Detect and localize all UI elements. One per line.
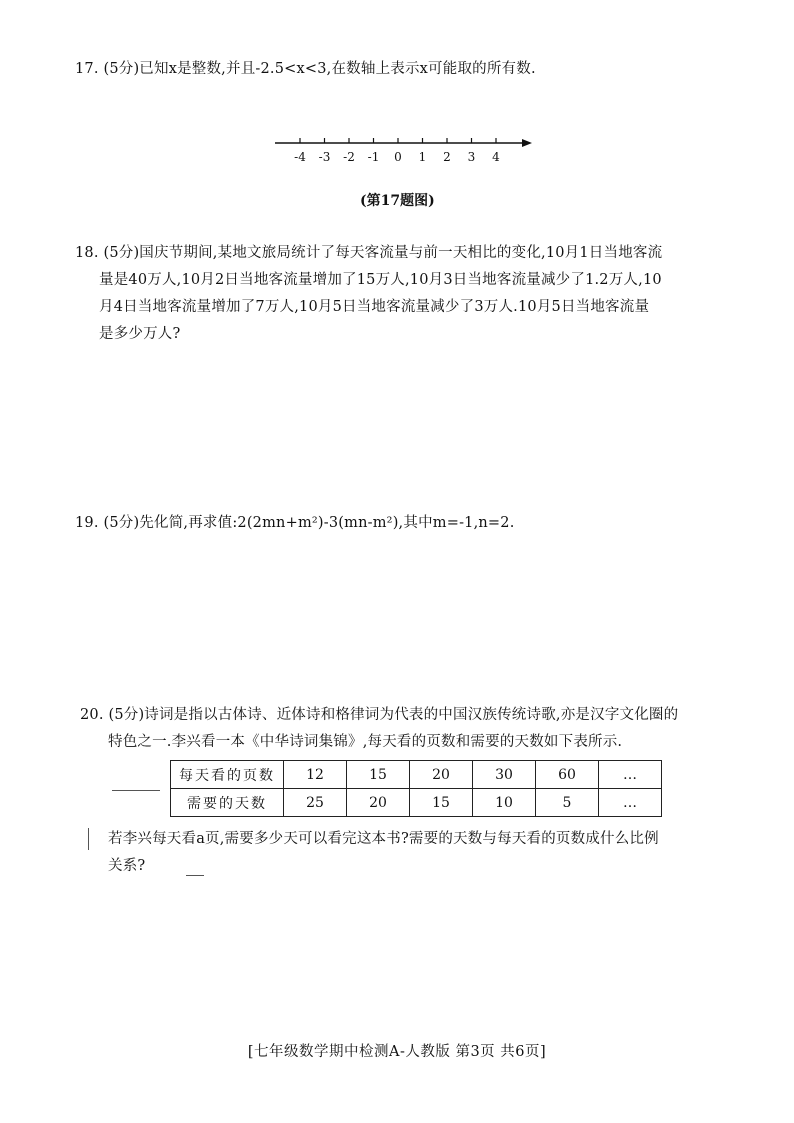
question-18-line-1: 18. (5分)国庆节期间,某地文旅局统计了每天客流量与前一天相比的变化,10月1日当地客流 [75, 245, 663, 261]
scan-mark [112, 790, 160, 791]
number-line-tick-label: -4 [294, 150, 306, 164]
number-line-arrow [522, 139, 532, 147]
question-19 [75, 510, 515, 537]
table-cell: 20 [347, 789, 410, 817]
reading-table [170, 760, 662, 817]
table-row-header: 每天看的页数 [171, 761, 284, 789]
table-cell: 5 [536, 789, 599, 817]
table-row [171, 789, 662, 817]
table-cell: … [599, 789, 662, 817]
table-cell: … [599, 761, 662, 789]
question-20-line-3: 若李兴每天看a页,需要多少天可以看完这本书?需要的天数与每天看的页数成什么比例 [108, 831, 659, 847]
number-line-tick-label: -2 [343, 150, 355, 164]
number-line-tick-label: 1 [418, 150, 427, 164]
question-20-line-4: 关系? [108, 858, 146, 874]
question-18-line-3: 月4日当地客流量增加了7万人,10月5日当地客流量减少了3万人.10月5日当地客流量 [99, 299, 650, 315]
question-20-continued [108, 826, 659, 880]
table-cell: 15 [410, 789, 473, 817]
number-line-tick-label: -1 [367, 150, 380, 164]
question-20 [80, 702, 678, 756]
number-line-tick-label: 3 [467, 150, 476, 164]
table-cell: 10 [473, 789, 536, 817]
page-footer: [七年级数学期中检测A-人教版 第3页 共6页] [247, 1044, 547, 1060]
number-line-tick-label: 0 [394, 150, 402, 164]
question-20-line-2: 特色之一.李兴看一本《中华诗词集锦》,每天看的页数和需要的天数如下表所示. [108, 734, 623, 750]
scan-mark [88, 828, 89, 850]
table-cell: 12 [284, 761, 347, 789]
number-line-tick-label: -3 [318, 150, 331, 164]
question-18 [75, 240, 662, 348]
table-cell: 30 [473, 761, 536, 789]
question-18-line-2: 量是40万人,10月2日当地客流量增加了15万人,10月3日当地客流量减少了1.2万人,10 [99, 272, 662, 288]
figure-caption: (第17题图) [360, 193, 435, 209]
question-17 [75, 56, 536, 83]
question-18-line-4: 是多少万人? [99, 326, 181, 342]
table-cell: 20 [410, 761, 473, 789]
table-cell: 25 [284, 789, 347, 817]
table-row-header: 需要的天数 [171, 789, 284, 817]
table-row [171, 761, 662, 789]
table-cell: 15 [347, 761, 410, 789]
question-17-text: 17. (5分)已知x是整数,并且-2.5<x<3,在数轴上表示x可能取的所有数. [75, 61, 536, 77]
table-cell: 60 [536, 761, 599, 789]
question-20-line-1: 20. (5分)诗词是指以古体诗、近体诗和格律词为代表的中国汉族传统诗歌,亦是汉字文化圈的 [80, 707, 679, 723]
number-line-tick-label: 4 [492, 150, 500, 164]
scan-mark [186, 875, 204, 876]
number-line-tick-label: 2 [443, 150, 451, 164]
number-line-ticks [294, 138, 500, 164]
question-19-text: 19. (5分)先化简,再求值:2(2mn+m²)-3(mn-m²),其中m=-1,n=2. [75, 515, 515, 531]
number-line [270, 128, 540, 168]
